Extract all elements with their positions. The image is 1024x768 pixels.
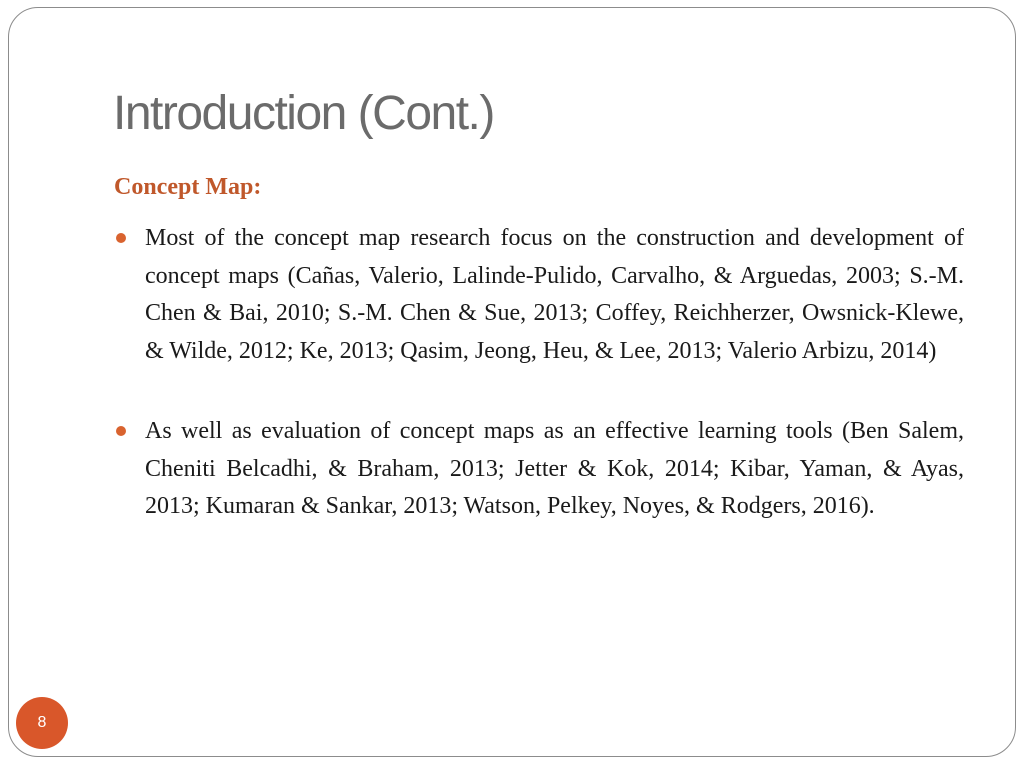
slide-title: Introduction (Cont.) — [113, 87, 494, 140]
slide-subtitle: Concept Map: — [114, 174, 262, 200]
page-number: 8 — [37, 714, 47, 731]
bullet-text: As well as evaluation of concept maps as an effective learning tools (Ben Salem, Cheniti Belcadhi, & Braham, 2013; Jetter & Kok, 2014; Kibar, Yaman, & Ayas, 2013; Kumaran & Sankar, 2013; Watson, Pelkey, Noyes, & Rodgers, 2016). — [145, 418, 964, 519]
page-number-badge — [16, 697, 68, 749]
bullet-text: Most of the concept map research focus on the construction and development of concept maps (Cañas, Valerio, Lalinde-Pulido, Carvalho, & Arguedas, 2003; S.-M. Chen & Bai, 2010; S.-M. Chen & Sue, 2013; Coffey, Reichherzer, Owsnick-Klewe, & Wilde, 2012; Ke, 2013; Qasim, Jeong, Heu, & Lee, 2013; Valerio Arbizu, 2014) — [145, 225, 964, 364]
bullet-dot-icon — [116, 233, 126, 243]
bullet-item — [114, 413, 964, 526]
bullet-list — [114, 220, 964, 526]
bullet-dot-icon — [116, 426, 126, 436]
slide — [8, 7, 1016, 757]
bullet-item — [114, 220, 964, 370]
